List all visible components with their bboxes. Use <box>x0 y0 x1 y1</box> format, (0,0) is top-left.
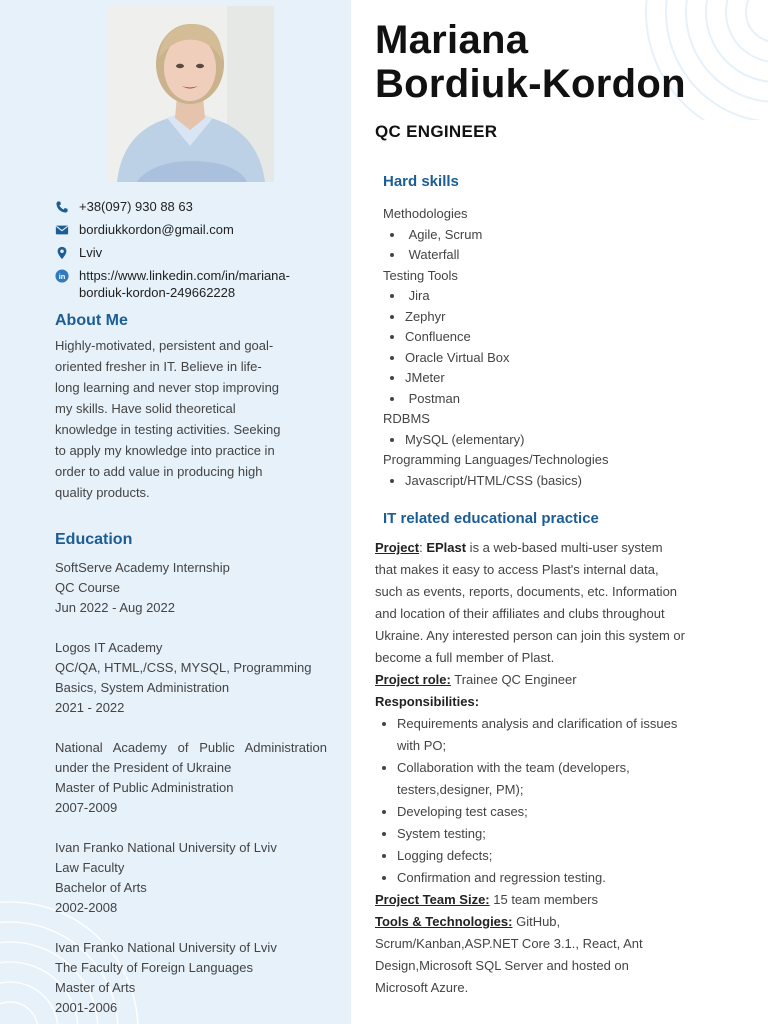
skill-item: • Zephyr <box>405 307 743 328</box>
education-line: 2002-2008 <box>55 900 118 915</box>
about-text: Highly-motivated, persistent and goal-oriented fresher in IT. Believe in life-long learning and never stop improving my skills. Have solid theoretical knowledge in testing activities. Seeking to apply my knowledge into practice in order to add value in producing high quality products. <box>55 338 281 500</box>
education-line: Master of Public Administration <box>55 780 234 795</box>
contact-email <box>55 221 335 238</box>
main-content <box>351 0 768 1024</box>
practice-heading: IT related educational practice <box>383 510 599 527</box>
skill-item: • Javascript/HTML/CSS (basics) <box>405 471 743 492</box>
linkedin-icon <box>55 267 79 284</box>
education-entry <box>55 838 327 918</box>
education-line: 2021 - 2022 <box>55 700 125 715</box>
responsibility-item: • Requirements analysis and clarification of issues with PO; <box>397 713 685 757</box>
education-line: Logos IT Academy <box>55 640 163 655</box>
education-line: National Academy of Public Administration <box>55 740 327 755</box>
skill-category: Methodologies <box>383 206 468 221</box>
responsibilities-list <box>375 713 685 889</box>
responsibility-item: • Confirmation and regression testing. <box>397 867 685 889</box>
skill-category: Testing Tools <box>383 267 458 283</box>
education-line: under the President of Ukraine <box>55 760 232 775</box>
skill-item: • MySQL (elementary) <box>405 430 743 451</box>
education-line: SoftServe Academy Internship <box>55 560 230 575</box>
skill-item: • Agile, Scrum <box>405 225 743 246</box>
phone-text: +38(097) 930 88 63 <box>79 199 193 214</box>
team-size-label: Project Team Size: <box>375 892 490 907</box>
skill-items <box>383 471 743 492</box>
responsibility-item: • System testing; <box>397 823 685 845</box>
skills-list <box>383 204 743 491</box>
skill-item: • Jira <box>405 286 743 307</box>
skill-category: RDBMS <box>383 411 430 426</box>
phone-icon <box>55 198 79 215</box>
project-section <box>375 537 685 999</box>
skill-item: • JMeter <box>405 368 743 389</box>
responsibility-item: • Collaboration with the team (developers, testers,designer, PM); <box>397 757 685 801</box>
name-line-2: Bordiuk-Kordon <box>375 62 686 106</box>
education-line: QC Course <box>55 580 121 595</box>
education-line: 2007-2009 <box>55 800 118 815</box>
education-entry <box>55 638 327 718</box>
education-line: Master of Arts <box>55 980 136 995</box>
education-line: Ivan Franko National University of Lviv <box>55 940 277 955</box>
name-line-1: Mariana <box>375 18 529 62</box>
profile-photo <box>107 6 274 182</box>
education-line: The Faculty of Foreign Languages <box>55 960 254 975</box>
tools <box>375 911 685 999</box>
project-name: EPlast <box>426 540 467 555</box>
email-icon <box>55 221 79 238</box>
svg-text:in: in <box>58 271 66 281</box>
education-entry <box>55 938 327 1018</box>
skill-items <box>383 430 743 451</box>
project-role-value: Trainee QC Engineer <box>450 672 577 687</box>
contact-city <box>55 244 335 261</box>
hard-skills-heading: Hard skills <box>383 173 459 190</box>
about-heading: About Me <box>55 312 128 329</box>
education-list <box>55 558 327 1024</box>
team-size <box>375 889 685 911</box>
education-line: Ivan Franko National University of Lviv <box>55 840 277 855</box>
contact-phone <box>55 198 335 215</box>
project-desc: is a web-based multi-user system that makes it easy to access Plast's internal data, such as events, reports, documents, etc. Information and location of their affiliates and clubs throughout Ukraine. Any interested person can join this system or become a full member of Plast. <box>375 540 685 665</box>
contact-list <box>55 198 335 307</box>
tools-value: GitHub, Scrum/Kanban,ASP.NET Core 3.1., React, Ant Design,Microsoft SQL Server and hosted on Microsoft Azure. <box>375 914 643 995</box>
skill-item: • Waterfall <box>405 245 743 266</box>
education-line: Bachelor of Arts <box>55 880 147 895</box>
education-line: 2001-2006 <box>55 1000 118 1015</box>
education-entry <box>55 738 327 818</box>
job-title: QC ENGINEER <box>375 122 498 141</box>
project-description: Project: EPlast is a web-based multi-user system that makes it easy to access Plast's internal data, such as events, reports, documents, etc. Information and location of their affiliates and clubs throughout Ukraine. Any interested person can join this system or become a full member of Plast. <box>375 540 685 665</box>
skill-item: • Confluence <box>405 327 743 348</box>
education-line: Jun 2022 - Aug 2022 <box>55 600 175 615</box>
education-entry <box>55 558 327 618</box>
skill-item: • Oracle Virtual Box <box>405 348 743 369</box>
skill-item: • Postman <box>405 389 743 410</box>
linkedin-link[interactable]: https://www.linkedin.com/in/mariana-bordiuk-kordon-249662228 <box>79 268 290 300</box>
team-size-value: 15 team members <box>489 892 599 907</box>
project-role <box>375 669 685 691</box>
project-role-label: Project role: <box>375 672 451 687</box>
location-pin-icon <box>55 244 79 261</box>
responsibility-item: • Logging defects; <box>397 845 685 867</box>
skill-items <box>383 286 743 409</box>
skill-items <box>383 225 743 266</box>
email-link[interactable]: bordiukkordon@gmail.com <box>79 222 234 237</box>
education-line: Law Faculty <box>55 860 125 875</box>
education-line: QC/QA, HTML,/CSS, MYSQL, Programming <box>55 660 312 675</box>
person-name <box>375 18 686 106</box>
city-text: Lviv <box>79 245 103 260</box>
skill-category: Programming Languages/Technologies <box>383 452 609 467</box>
sidebar <box>0 0 351 1024</box>
education-line: Basics, System Administration <box>55 680 230 695</box>
portrait-illustration <box>107 6 274 182</box>
tools-label: Tools & Technologies: <box>375 914 513 929</box>
contact-linkedin <box>55 267 335 301</box>
education-heading: Education <box>55 531 133 548</box>
responsibilities-label: Responsibilities: <box>375 694 480 709</box>
project-label: Project <box>375 540 420 555</box>
responsibility-item: • Developing test cases; <box>397 801 685 823</box>
